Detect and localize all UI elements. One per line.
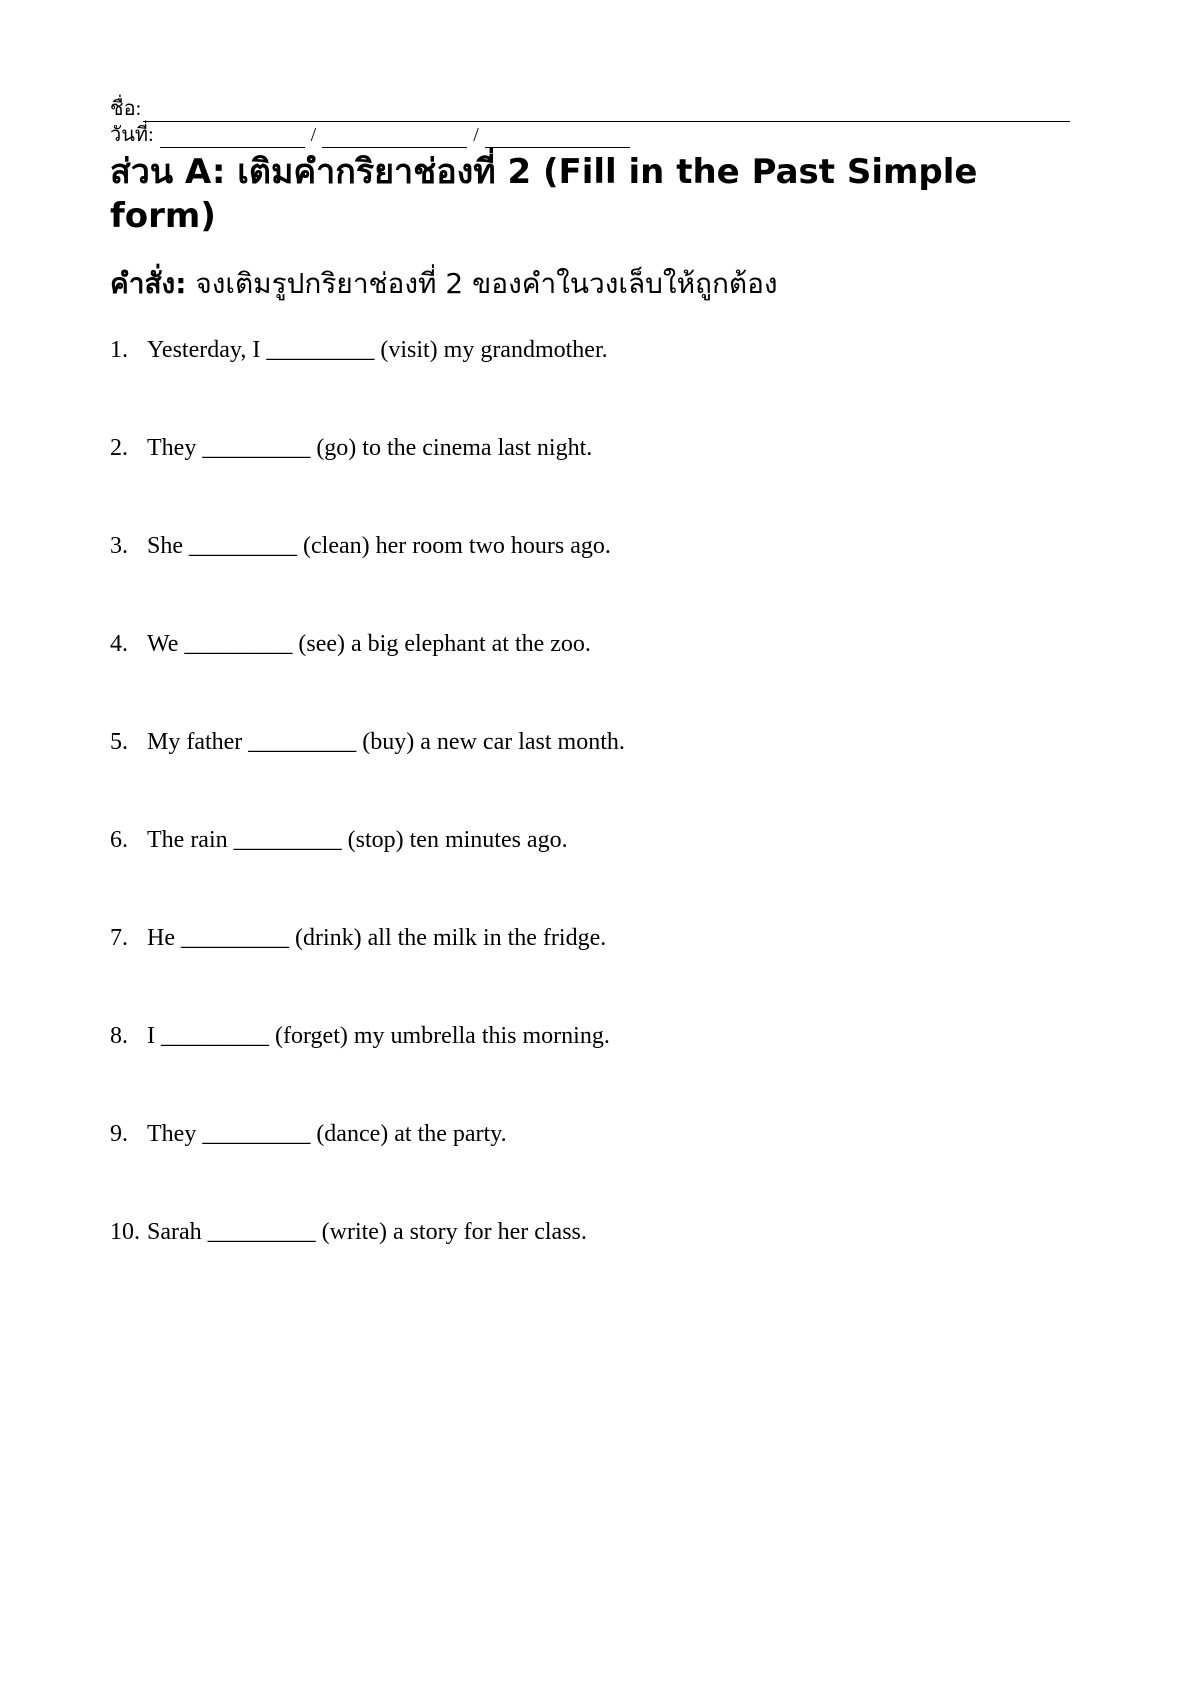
question-item [110, 1118, 1070, 1216]
name-line [110, 96, 1070, 122]
question-text: They _________ (go) to the cinema last night. [147, 435, 593, 461]
worksheet-page [110, 96, 1070, 1314]
question-number: 4. [110, 631, 128, 657]
question-text: They _________ (dance) at the party. [147, 1121, 507, 1147]
date-separator: / [473, 124, 479, 146]
question-number: 5. [110, 729, 128, 755]
date-separator: / [310, 124, 317, 146]
question-number: 1. [110, 337, 128, 363]
question-item [110, 432, 1070, 530]
question-item [110, 922, 1070, 1020]
question-item [110, 530, 1070, 628]
question-text: We _________ (see) a big elephant at the zoo. [147, 631, 591, 657]
name-label: ชื่อ: [110, 98, 142, 120]
date-day-blank[interactable] [160, 129, 305, 148]
question-text: Sarah _________ (write) a story for her class. [147, 1219, 587, 1245]
question-text: The rain _________ (stop) ten minutes ago. [147, 827, 568, 853]
instruction-text: จงเติมรูปกริยาช่องที่ 2 ของคำในวงเล็บให้ถูกต้อง [186, 267, 778, 300]
question-number: 6. [110, 827, 128, 853]
date-year-blank[interactable] [485, 129, 630, 148]
date-line [110, 122, 1070, 148]
question-item [110, 726, 1070, 824]
instruction-label: คำสั่ง: [110, 267, 187, 300]
name-blank[interactable] [143, 103, 1070, 122]
question-item [110, 824, 1070, 922]
question-number: 8. [110, 1023, 128, 1049]
question-text: He _________ (drink) all the milk in the fridge. [147, 925, 607, 951]
date-month-blank[interactable] [322, 129, 467, 148]
question-item [110, 1216, 1070, 1314]
question-item [110, 334, 1070, 432]
question-text: She _________ (clean) her room two hours ago. [147, 533, 611, 559]
question-number: 9. [110, 1121, 128, 1147]
question-number: 7. [110, 925, 128, 951]
question-item [110, 1020, 1070, 1118]
instruction [110, 266, 1070, 302]
section-title: ส่วน A: เติมคำกริยาช่องที่ 2 (Fill in the Past Simple form) [110, 152, 978, 236]
question-number: 10. [110, 1219, 140, 1245]
question-item [110, 628, 1070, 726]
question-text: Yesterday, I _________ (visit) my grandmother. [147, 337, 608, 363]
question-text: I _________ (forget) my umbrella this morning. [147, 1023, 610, 1049]
question-list [110, 334, 1070, 1314]
question-number: 3. [110, 533, 128, 559]
question-number: 2. [110, 435, 128, 461]
date-label: วันที่: [110, 124, 154, 146]
question-text: My father _________ (buy) a new car last month. [147, 729, 625, 755]
